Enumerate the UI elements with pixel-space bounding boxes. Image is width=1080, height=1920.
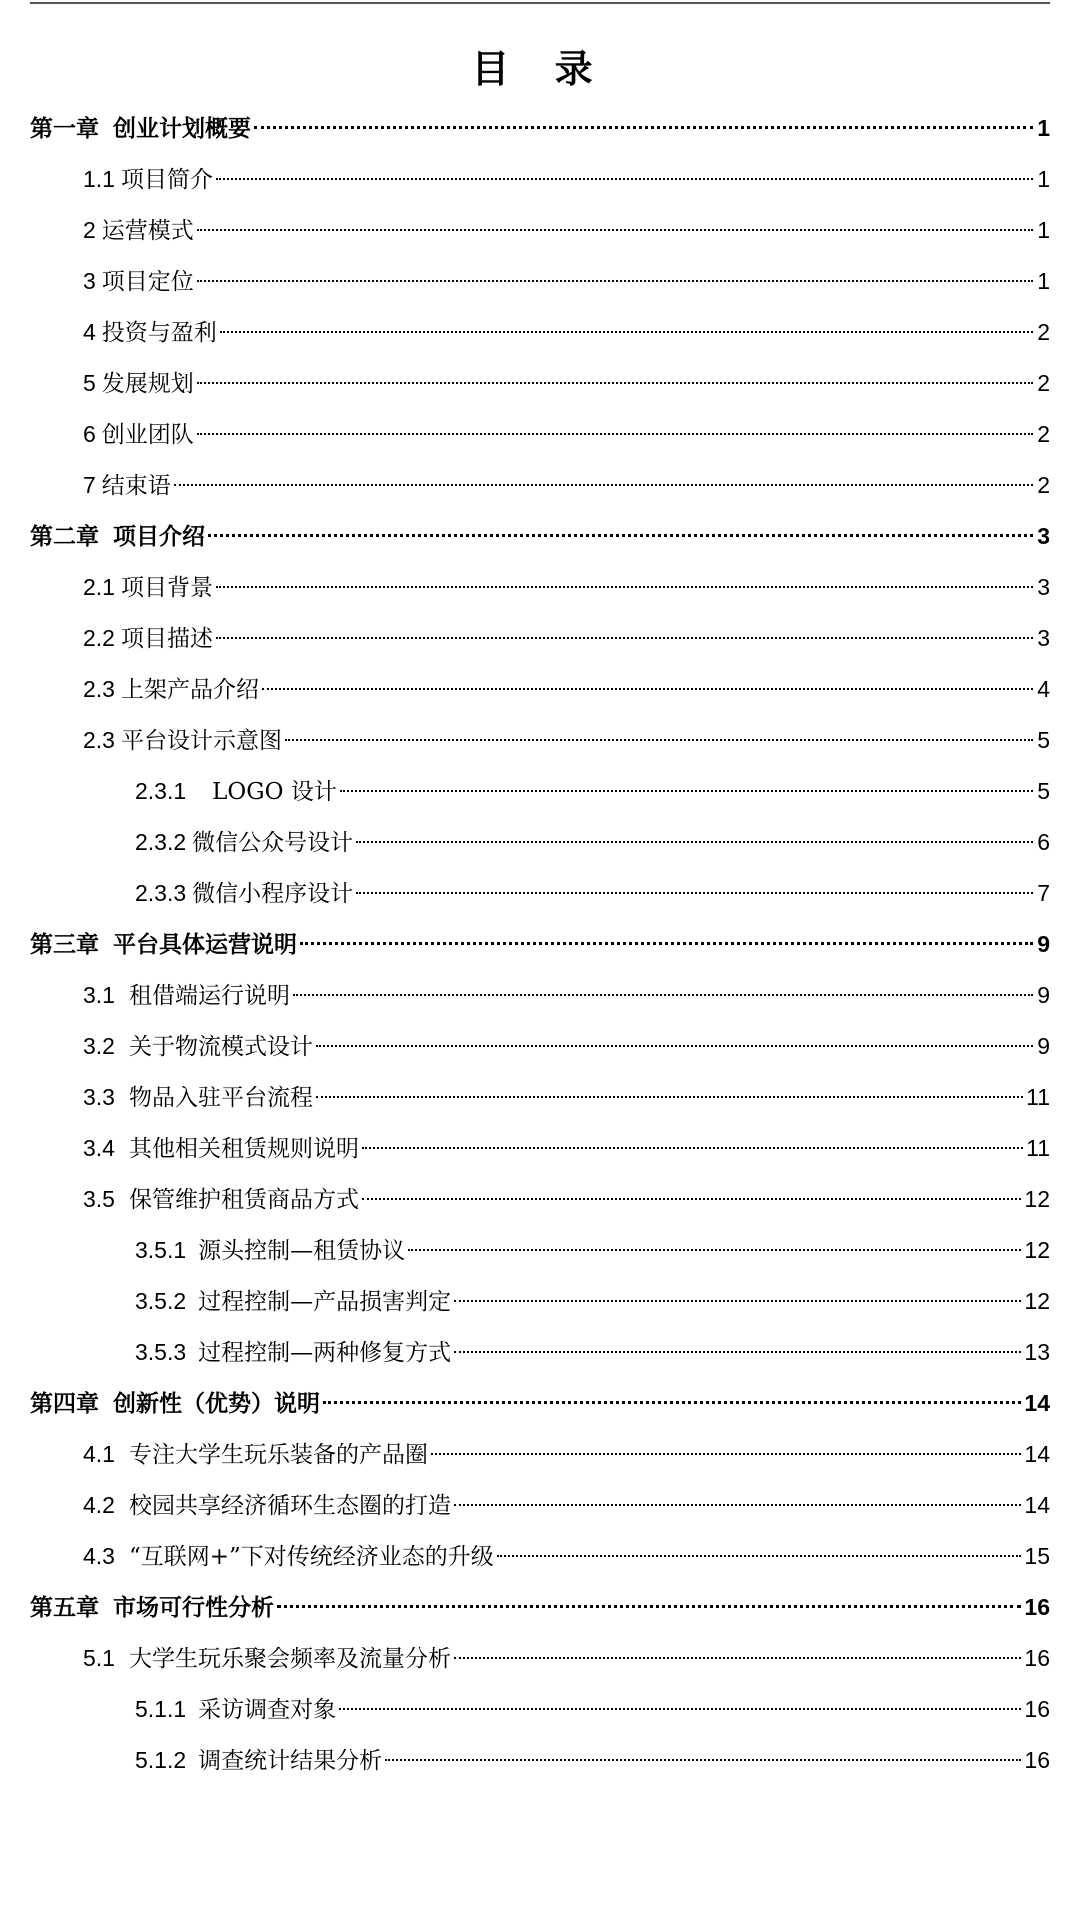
- toc-entry-page: 6: [1037, 829, 1050, 855]
- toc-entry-number: 2: [83, 217, 96, 243]
- toc-entry-label: 保管维护租赁商品方式: [128, 1187, 359, 1213]
- toc-entry-number: 3.2: [83, 1033, 115, 1059]
- toc-entry-page: 2: [1037, 472, 1050, 498]
- toc-entry-number: 3: [83, 268, 96, 294]
- toc-section-5-1[interactable]: [83, 1638, 1050, 1678]
- toc-entry-label: 大学生玩乐聚会频率及流量分析: [128, 1646, 451, 1672]
- toc-entry-page: 3: [1037, 625, 1050, 651]
- toc-entry-label: 结束语: [101, 473, 171, 499]
- toc-entry-label: 项目描述: [120, 626, 213, 652]
- toc-section-3-2[interactable]: [83, 1026, 1050, 1066]
- toc-entry-number: 第三章: [30, 931, 99, 957]
- top-rule: [30, 2, 1050, 4]
- toc-section-1-6[interactable]: [83, 414, 1050, 454]
- toc-entry-number: 3.5.2: [135, 1288, 187, 1314]
- toc-subsection-3-5-3[interactable]: [135, 1332, 1050, 1372]
- leader-dots: [174, 484, 1033, 486]
- leader-dots: [356, 841, 1033, 843]
- toc-entry-page: 1: [1037, 268, 1050, 294]
- toc-entry-number: 6: [83, 421, 96, 447]
- toc-entry-label: 投资与盈利: [101, 320, 217, 346]
- leader-dots: [300, 942, 1033, 945]
- toc-entry-number: 2.3.2: [135, 829, 187, 855]
- toc-entry-label: 创新性（优势）说明: [113, 1390, 320, 1417]
- toc-subsection-3-5-1[interactable]: [135, 1230, 1050, 1270]
- toc-section-1-3[interactable]: [83, 261, 1050, 301]
- leader-dots: [197, 382, 1033, 384]
- toc-subsection-5-1-2[interactable]: [135, 1740, 1050, 1780]
- toc-entry-page: 14: [1024, 1390, 1050, 1416]
- toc-entry-label: 运营模式: [101, 218, 194, 244]
- toc-entry-number: 5.1.2: [135, 1747, 187, 1773]
- toc-entry-label: 平台具体运营说明: [113, 931, 297, 958]
- toc-entry-label: 项目背景: [120, 575, 213, 601]
- leader-dots: [454, 1351, 1021, 1353]
- toc-entry-page: 12: [1024, 1288, 1050, 1314]
- toc-entry-label: 其他相关租赁规则说明: [128, 1136, 359, 1162]
- toc-entry-page: 3: [1037, 523, 1050, 549]
- toc-entry-page: 1: [1037, 115, 1050, 141]
- leader-dots: [254, 126, 1033, 129]
- toc-entry-page: 3: [1037, 574, 1050, 600]
- leader-dots: [262, 688, 1033, 690]
- toc-section-1-4[interactable]: [83, 312, 1050, 352]
- toc-entry-page: 11: [1026, 1135, 1050, 1161]
- toc-entry-number: 4.3: [83, 1543, 115, 1569]
- toc-entry-label: 项目定位: [101, 269, 194, 295]
- toc-entry-page: 9: [1037, 931, 1050, 957]
- toc-entry-page: 1: [1037, 217, 1050, 243]
- toc-entry-label: 采访调查对象: [198, 1697, 337, 1723]
- toc-entry-label: 发展规划: [101, 371, 194, 397]
- toc-entry-page: 4: [1037, 676, 1050, 702]
- toc-entry-page: 5: [1037, 727, 1050, 753]
- toc-entry-number: 5: [83, 370, 96, 396]
- leader-dots: [356, 892, 1033, 894]
- toc-entry-number: 第五章: [30, 1594, 99, 1620]
- toc-section-1-7[interactable]: [83, 465, 1050, 505]
- toc-entry-number: 3.1: [83, 982, 115, 1008]
- toc-entry-number: 2.1: [83, 574, 115, 600]
- toc-entry-page: 5: [1037, 778, 1050, 804]
- toc-entry-number: 4.1: [83, 1441, 115, 1467]
- toc-entry-label: 调查统计结果分析: [198, 1748, 383, 1774]
- toc-entry-label: 专注大学生玩乐装备的产品圈: [128, 1442, 428, 1468]
- leader-dots: [216, 178, 1033, 180]
- toc-entry-label: LOGO 设计: [212, 779, 337, 805]
- toc-section-2-1[interactable]: [83, 567, 1050, 607]
- toc-entry-label: 物品入驻平台流程: [128, 1085, 313, 1111]
- toc-section-3-4[interactable]: [83, 1128, 1050, 1168]
- toc-section-2-3[interactable]: [83, 669, 1050, 709]
- toc-entry-number: 2.3: [83, 727, 115, 753]
- toc-entry-number: 1.1: [83, 166, 115, 192]
- leader-dots: [454, 1300, 1021, 1302]
- toc-entry-number: 5.1: [83, 1645, 115, 1671]
- leader-dots: [293, 994, 1033, 996]
- toc-entry-page: 9: [1037, 982, 1050, 1008]
- toc-entry-number: 3.4: [83, 1135, 115, 1161]
- leader-dots: [216, 586, 1033, 588]
- leader-dots: [277, 1605, 1021, 1608]
- toc-entry-page: 11: [1026, 1084, 1050, 1110]
- toc-entry-page: 7: [1037, 880, 1050, 906]
- toc-chapter-2[interactable]: [30, 516, 1050, 556]
- toc-entry-page: 14: [1024, 1492, 1050, 1518]
- toc-entry-page: 16: [1024, 1747, 1050, 1773]
- toc-section-3-5[interactable]: [83, 1179, 1050, 1219]
- leader-dots: [197, 229, 1033, 231]
- toc-entry-label: 微信小程序设计: [192, 881, 354, 907]
- leader-dots: [454, 1657, 1021, 1659]
- toc-entry-label: 微信公众号设计: [192, 830, 354, 856]
- leader-dots: [220, 331, 1033, 333]
- leader-dots: [385, 1759, 1021, 1761]
- leader-dots: [323, 1401, 1021, 1404]
- toc-entry-label: 创业计划概要: [113, 115, 251, 142]
- toc-entry-page: 16: [1024, 1594, 1050, 1620]
- leader-dots: [454, 1504, 1021, 1506]
- toc-section-3-3[interactable]: [83, 1077, 1050, 1117]
- toc-entry-number: 5.1.1: [135, 1696, 187, 1722]
- leader-dots: [362, 1147, 1023, 1149]
- toc-entry-number: 2.3.3: [135, 880, 187, 906]
- toc-subsection-5-1-1[interactable]: [135, 1689, 1050, 1729]
- toc-subsection-2-3-2[interactable]: [135, 822, 1050, 862]
- toc-chapter-4[interactable]: [30, 1383, 1050, 1423]
- toc-entry-page: 2: [1037, 319, 1050, 345]
- toc-entry-label: 租借端运行说明: [128, 983, 290, 1009]
- toc-entry-page: 13: [1024, 1339, 1050, 1365]
- toc-entry-number: 第四章: [30, 1390, 99, 1416]
- toc-entry-number: 3.5.1: [135, 1237, 187, 1263]
- toc-section-4-2[interactable]: [83, 1485, 1050, 1525]
- toc-entry-label: 过程控制—产品损害判定: [198, 1289, 452, 1315]
- toc-section-2-2[interactable]: [83, 618, 1050, 658]
- toc-entry-number: 第二章: [30, 523, 99, 549]
- toc-section-4-3[interactable]: [83, 1536, 1050, 1576]
- toc-entry-label: 平台设计示意图: [120, 728, 282, 754]
- leader-dots: [339, 1708, 1021, 1710]
- toc-section-2-4[interactable]: [83, 720, 1050, 760]
- toc-entry-page: 9: [1037, 1033, 1050, 1059]
- toc-entry-label: 源头控制—租赁协议: [198, 1238, 406, 1264]
- toc-subsection-2-3-1[interactable]: [135, 771, 1050, 811]
- toc-chapter-5[interactable]: [30, 1587, 1050, 1627]
- toc-entry-page: 12: [1024, 1186, 1050, 1212]
- toc-entry-page: 15: [1024, 1543, 1050, 1569]
- toc-entry-number: 2.3.1: [135, 778, 187, 804]
- toc-entry-page: 2: [1037, 421, 1050, 447]
- toc-entry-page: 16: [1024, 1696, 1050, 1722]
- toc-entry-label: 市场可行性分析: [113, 1594, 274, 1621]
- leader-dots: [431, 1453, 1021, 1455]
- leader-dots: [316, 1045, 1033, 1047]
- toc-section-1-1[interactable]: [83, 159, 1050, 199]
- toc-entry-label: 上架产品介绍: [120, 677, 259, 703]
- toc-entry-page: 16: [1024, 1645, 1050, 1671]
- toc-entry-label: 项目简介: [120, 167, 213, 193]
- toc-section-4-1[interactable]: [83, 1434, 1050, 1474]
- toc-entry-page: 1: [1037, 166, 1050, 192]
- leader-dots: [316, 1096, 1023, 1098]
- toc-entry-label: 过程控制—两种修复方式: [198, 1340, 452, 1366]
- toc-entry-page: 14: [1024, 1441, 1050, 1467]
- toc-entry-label: 项目介绍: [113, 523, 205, 550]
- toc-section-3-1[interactable]: [83, 975, 1050, 1015]
- toc-section-1-5[interactable]: [83, 363, 1050, 403]
- leader-dots: [208, 534, 1033, 537]
- leader-dots: [362, 1198, 1021, 1200]
- toc-entry-number: 3.5: [83, 1186, 115, 1212]
- leader-dots: [216, 637, 1033, 639]
- toc-entry-number: 4: [83, 319, 96, 345]
- toc-entry-label: “互联网+”下对传统经济业态的升级: [128, 1544, 494, 1570]
- toc-entry-number: 3.3: [83, 1084, 115, 1110]
- toc-entry-number: 2.2: [83, 625, 115, 651]
- toc-chapter-1[interactable]: [30, 108, 1050, 148]
- toc-entry-label: 校园共享经济循环生态圈的打造: [128, 1493, 451, 1519]
- leader-dots: [197, 433, 1033, 435]
- leader-dots: [408, 1249, 1021, 1251]
- toc-subsection-2-3-3[interactable]: [135, 873, 1050, 913]
- toc-section-1-2[interactable]: [83, 210, 1050, 250]
- leader-dots: [340, 790, 1033, 792]
- toc-entry-page: 12: [1024, 1237, 1050, 1263]
- toc-entry-number: 7: [83, 472, 96, 498]
- toc-entry-page: 2: [1037, 370, 1050, 396]
- toc-entry-number: 第一章: [30, 115, 99, 141]
- toc-entry-number: 4.2: [83, 1492, 115, 1518]
- toc-entry-number: 3.5.3: [135, 1339, 187, 1365]
- toc-entry-number: 2.3: [83, 676, 115, 702]
- toc-chapter-3[interactable]: [30, 924, 1050, 964]
- leader-dots: [197, 280, 1033, 282]
- page-title: 目 录: [471, 46, 609, 91]
- leader-dots: [285, 739, 1033, 741]
- leader-dots: [497, 1555, 1022, 1557]
- toc-subsection-3-5-2[interactable]: [135, 1281, 1050, 1321]
- toc-entry-label: 创业团队: [101, 422, 194, 448]
- toc-entry-label: 关于物流模式设计: [128, 1034, 313, 1060]
